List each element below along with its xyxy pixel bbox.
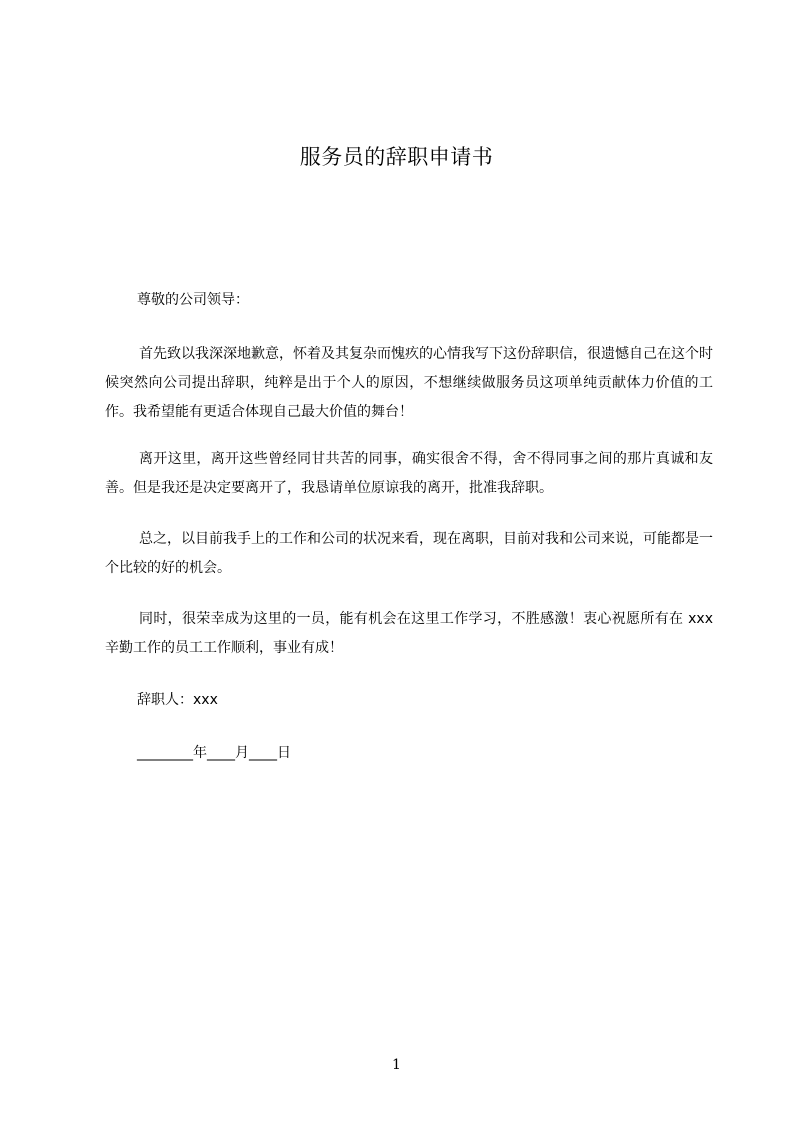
page-number: 1 bbox=[392, 1057, 401, 1073]
body-paragraph-1: 首先致以我深深地歉意，怀着及其复杂而愧疚的心情我写下这份辞职信，很遗憾自己在这个时候突然向公司提出辞职，纯粹是出于个人的原因，不想继续做服务员这项单纯贡献体力价值的工作。我希望能有更适合体现自己最大价值的舞台！ bbox=[105, 346, 713, 420]
date-line: ________年____月____日 bbox=[137, 745, 291, 761]
body-paragraph-3: 总之，以目前我手上的工作和公司的状况来看，现在离职，目前对我和公司来说，可能都是一个比较的好的机会。 bbox=[105, 531, 713, 576]
salutation: 尊敬的公司领导： bbox=[137, 292, 249, 308]
body-paragraph-2: 离开这里，离开这些曾经同甘共苦的同事，确实很舍不得，舍不得同事之间的那片真诚和友善。但是我还是决定要离开了，我恳请单位原谅我的离开，批准我辞职。 bbox=[105, 451, 713, 496]
body-paragraph-4: 同时，很荣幸成为这里的一员，能有机会在这里工作学习，不胜感激！衷心祝愿所有在 xxx 辛勤工作的员工工作顺利，事业有成！ bbox=[105, 611, 713, 656]
signer-line: 辞职人：xxx bbox=[137, 692, 218, 708]
document-title: 服务员的辞职申请书 bbox=[299, 145, 494, 169]
